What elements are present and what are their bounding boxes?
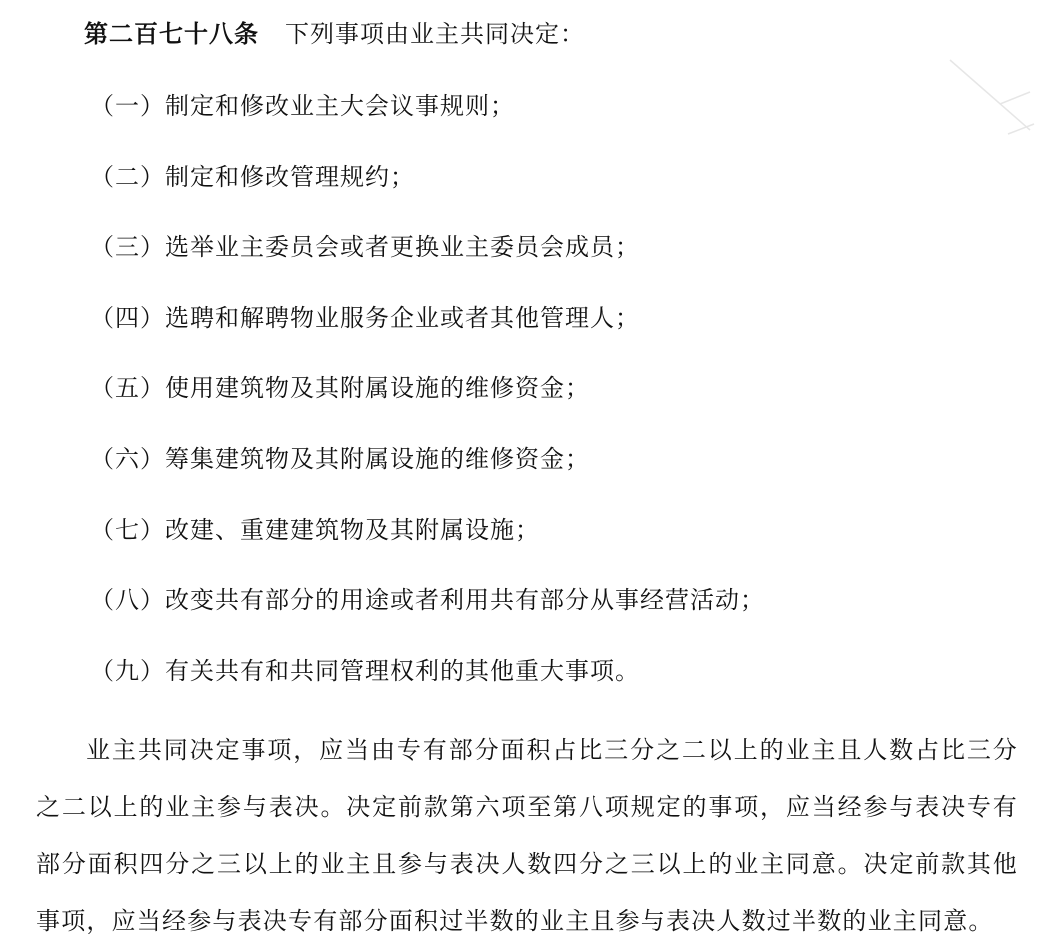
corner-fold-mark: [930, 52, 1040, 142]
list-item: （二）制定和修改管理规约；: [90, 163, 415, 191]
list-item: （三）选举业主委员会或者更换业主委员会成员；: [90, 233, 640, 261]
list-item: （四）选聘和解聘物业服务企业或者其他管理人；: [90, 304, 640, 332]
body-paragraph: 业主共同决定事项，应当由专有部分面积占比三分之二以上的业主且人数占比三分之二以上的业主参与表决。决定前款第六项至第八项规定的事项，应当经参与表决专有部分面积四分之三以上的业主且参与表决人数四分之三以上的业主同意。决定前款其他事项，应当经参与表决专有部分面积过半数的业主且参与表决人数过半数的业主同意。: [36, 736, 1018, 935]
list-item: （九）有关共有和共同管理权利的其他重大事项。: [90, 657, 640, 685]
list-item: （八）改变共有部分的用途或者利用共有部分从事经营活动；: [90, 586, 765, 614]
list-item: （七）改建、重建建筑物及其附属设施；: [90, 516, 540, 544]
list-item: （五）使用建筑物及其附属设施的维修资金；: [90, 374, 590, 402]
article-number: 第二百七十八条: [84, 19, 259, 48]
article-intro: 下列事项由业主共同决定：: [285, 20, 585, 48]
list-item: （一）制定和修改业主大会议事规则；: [90, 92, 515, 120]
article-heading: [84, 14, 585, 54]
list-item: （六）筹集建筑物及其附属设施的维修资金；: [90, 445, 590, 473]
